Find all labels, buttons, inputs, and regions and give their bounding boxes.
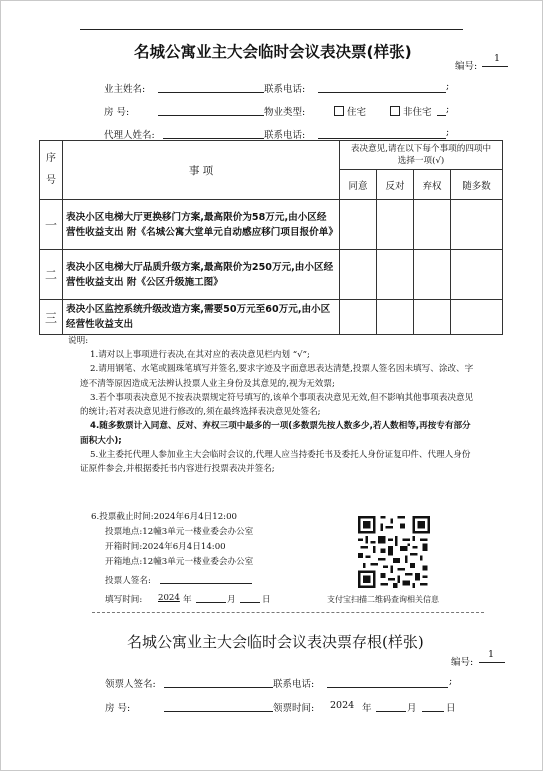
tear-off-line xyxy=(92,612,484,613)
option-agree: 同意 xyxy=(340,170,377,200)
notes-block xyxy=(80,348,475,477)
nonresidential-label: 非住宅 xyxy=(403,107,432,118)
stub-time-label: 领票时间: xyxy=(273,703,315,714)
phone-label: 联系电话: xyxy=(264,84,306,95)
note-6-open-time: 开箱时间:2024年6月4日14:00 xyxy=(105,542,226,552)
ballot-title: 名城公寓业主大会临时会议表决票(样张) xyxy=(134,43,412,61)
fill-year-suffix: 年 xyxy=(183,595,192,605)
qr-caption: 支付宝扫描二维码查询相关信息 xyxy=(327,595,439,604)
voting-table xyxy=(39,140,503,335)
seq-header-1: 序 xyxy=(46,153,56,164)
seq-header-2: 号 xyxy=(46,175,56,186)
stub-serial-line xyxy=(479,662,505,663)
stub-phone-field[interactable] xyxy=(327,687,448,688)
fill-day-suffix: 日 xyxy=(262,595,271,605)
vote-cell-oppose[interactable] xyxy=(377,250,414,300)
item-text: 表决小区电梯大厅更换移门方案,最高限价为58万元,由小区经营性收益支出 附《名城公寓大堂单元自动感应移门项目报价单》 xyxy=(63,200,340,250)
item-text: 表决小区电梯大厅品质升级方案,最高限价为250万元,由小区经营性收益支出 附《公区升级施工图》 xyxy=(63,250,340,300)
fill-time-label: 填写时间: xyxy=(105,595,143,605)
note-6-deadline: 6.投票截止时间:2024年6月4日12:00 xyxy=(91,512,238,522)
row-number: 二 xyxy=(40,250,63,300)
owner-name-field[interactable] xyxy=(158,92,264,93)
room-field[interactable] xyxy=(158,115,264,116)
signer-label: 投票人签名: xyxy=(105,576,151,586)
option-abstain: 弃权 xyxy=(414,170,451,200)
stub-month-suffix: 月 xyxy=(407,703,417,714)
stub-receiver-label: 领票人签名: xyxy=(105,679,156,690)
signer-field[interactable] xyxy=(160,583,252,584)
note-4: 4.随多数票计入同意、反对、弃权三项中最多的一项(多数票先按人数多少,若人数相等,再按专有部分面积大小); xyxy=(80,421,471,446)
owner-name-label: 业主姓名: xyxy=(104,84,146,95)
seq-header xyxy=(40,141,63,200)
fill-month-field[interactable] xyxy=(196,602,226,603)
vote-cell-agree[interactable] xyxy=(340,250,377,300)
property-type-label: 物业类型: xyxy=(264,107,306,118)
vote-cell-majority[interactable] xyxy=(451,300,503,335)
note-6-location: 投票地点:12幢3单元一楼业委会办公室 xyxy=(105,527,254,537)
vote-cell-abstain[interactable] xyxy=(414,250,451,300)
sep-1: ; xyxy=(446,81,450,92)
stub-day-field[interactable] xyxy=(422,711,444,712)
stub-receiver-field[interactable] xyxy=(164,687,273,688)
top-rule xyxy=(80,29,463,30)
item-text: 表决小区监控系统升级改造方案,需要50万元至60万元,由小区经营性收益支出 xyxy=(63,300,340,335)
stub-title: 名城公寓业主大会临时会议表决票存根(样张) xyxy=(127,633,424,651)
option-oppose: 反对 xyxy=(377,170,414,200)
nonresidential-line xyxy=(437,115,446,116)
qr-code-icon xyxy=(358,516,430,588)
serial-label: 编号: xyxy=(455,61,478,72)
fill-day-field[interactable] xyxy=(240,602,260,603)
stub-phone-label: 联系电话: xyxy=(273,679,315,690)
proxy-name-field[interactable] xyxy=(163,138,264,139)
vote-cell-agree[interactable] xyxy=(340,300,377,335)
fill-month-suffix: 月 xyxy=(227,595,236,605)
stub-sep-1: ; xyxy=(449,676,453,687)
note-6-open-location: 开箱地点:12幢3单元一楼业委会办公室 xyxy=(105,557,254,567)
vote-cell-majority[interactable] xyxy=(451,250,503,300)
vote-cell-majority[interactable] xyxy=(451,200,503,250)
vote-cell-agree[interactable] xyxy=(340,200,377,250)
vote-cell-abstain[interactable] xyxy=(414,300,451,335)
stub-day-suffix: 日 xyxy=(446,703,456,714)
nonresidential-checkbox[interactable] xyxy=(390,106,400,116)
stub-room-field[interactable] xyxy=(164,711,273,712)
serial-value: 1 xyxy=(494,53,501,64)
proxy-phone-label: 联系电话: xyxy=(264,130,306,141)
notes-heading: 说明: xyxy=(68,336,89,346)
serial-line xyxy=(482,66,508,67)
stub-year: 2024 xyxy=(330,700,355,711)
proxy-name-label: 代理人姓名: xyxy=(104,130,155,141)
stub-year-suffix: 年 xyxy=(362,703,372,714)
residential-checkbox[interactable] xyxy=(334,106,344,116)
phone-field[interactable] xyxy=(318,92,446,93)
item-header: 事 项 xyxy=(63,141,340,200)
stub-serial-label: 编号: xyxy=(451,657,474,668)
vote-cell-abstain[interactable] xyxy=(414,200,451,250)
proxy-phone-field[interactable] xyxy=(318,138,446,139)
stub-serial-value: 1 xyxy=(488,649,495,660)
fill-year: 2024 xyxy=(158,593,180,603)
stub-room-label: 房 号: xyxy=(105,703,131,714)
note-5: 5.业主委托代理人参加业主大会临时会议的,代理人应当持委托书及委托人身份证复印件、代理人身份证原件参会,并根据委托书内容进行投票表决并签名; xyxy=(80,450,471,475)
note-1: 1.请对以上事项进行表决,在其对应的表决意见栏内划 “√”; xyxy=(90,350,310,360)
opinion-header: 表决意见,请在以下每个事项的四项中选择一项(√) xyxy=(340,141,503,170)
residential-label: 住宅 xyxy=(347,107,367,118)
row-number: 一 xyxy=(40,200,63,250)
sep-3: ; xyxy=(446,127,450,138)
note-3: 3.若个事项表决意见不按表决票规定符号填写的,该单个事项表决意见无效,但不影响其他事项表决意见的统计;若对表决意见进行修改的,须在最终选择表决意见处签名; xyxy=(80,392,474,418)
sep-2: ; xyxy=(446,104,450,115)
vote-cell-oppose[interactable] xyxy=(377,300,414,335)
stub-month-field[interactable] xyxy=(376,711,406,712)
room-label: 房 号: xyxy=(104,107,130,118)
note-2: 2.请用钢笔、水笔或圆珠笔填写并签名,要求字迹及字面意思表达清楚,投票人签名因未填写、涂改、字迹不清等原因造成无法辨认投票人业主身份及其意见的,视为无效票; xyxy=(80,364,474,389)
option-majority: 随多数 xyxy=(451,170,503,200)
vote-cell-oppose[interactable] xyxy=(377,200,414,250)
row-number: 三 xyxy=(40,300,63,335)
nonresidential-option[interactable] xyxy=(390,104,432,118)
residential-option[interactable] xyxy=(334,104,366,118)
